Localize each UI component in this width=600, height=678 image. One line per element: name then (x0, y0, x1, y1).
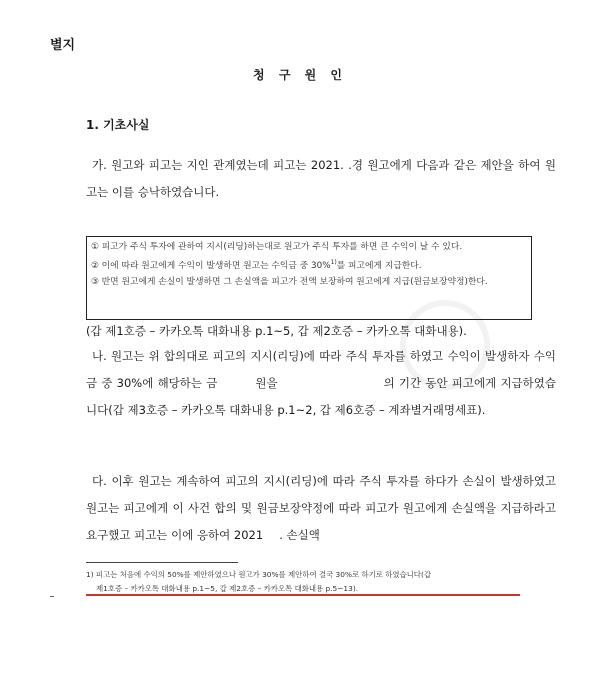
paragraph-da (86, 468, 556, 549)
paragraph-ga: 가. 원고와 피고는 지인 관계였는데 피고는 2021. .경 원고에게 다음과 같은 제안을 하여 원고는 이를 승낙하였습니다. (86, 158, 556, 199)
paragraph-na-part1: 나. 원고는 위 합의대로 피고의 지시(리딩)에 따라 주식 투자를 하였고 수익이 발생하자 수익금 중 30%에 해당하는 금 (86, 349, 556, 390)
agreement-term-1: ① 피고가 주식 투자에 관하여 지시(리딩)하는대로 원고가 주식 투자를 하면 큰 수익이 날 수 있다. (91, 242, 463, 252)
paragraph-na-part3: 의 기간 동안 피고에게 지급하였습니다(갑 제3호증 – 카카오톡 대화내용 p.1~2, 갑 제6호증 – 계좌별거래명세표). (86, 376, 556, 417)
paragraph-da-part2: . 손실액 (279, 528, 320, 542)
paragraph-na-part2: 원을 (255, 376, 278, 390)
footnote-1 (86, 568, 556, 596)
red-underline-mark (86, 594, 520, 596)
agreement-term-2 (91, 255, 527, 274)
section-heading-basic-facts: 1. 기초사실 (86, 118, 150, 132)
citation-exhibit-1-2: (갑 제1호증 – 카카오톡 대화내용 p.1~5, 갑 제2호증 – 카카오톡 대화내용). (86, 324, 467, 338)
agreement-terms-box (86, 236, 532, 320)
margin-mark (50, 596, 54, 597)
footnote-divider (86, 562, 238, 563)
agreement-term-3: ③ 반면 원고에게 손실이 발생하면 그 손실액을 피고가 전액 보장하여 원고에게 지급(원금보장약정)한다. (91, 276, 488, 287)
paragraph-da-part1: 다. 이후 원고는 계속하여 피고의 지시(리딩)에 따라 주식 투자를 하다가 손실이 발생하였고 원고는 피고에게 이 사건 합의 및 원금보장약정에 따라 피고가 원고에게 손실액을 지급하라고 요구했고 피고는 이에 응하여 2021 (86, 474, 556, 542)
document-title: 청 구 원 인 (253, 68, 347, 82)
paragraph-na (86, 343, 556, 424)
agreement-term-2-main: ② 이에 따라 원고에게 수익이 발생하면 원고는 수익금 중 30% (91, 260, 331, 271)
footnote-ref-1: 1) (330, 259, 337, 266)
footnote-line-2: 제1호증 – 카카오톡 대화내용 p.1~5, 갑 제2호증 – 카카오톡 대화내용 p.5~13). (96, 584, 359, 593)
annex-label: 별지 (50, 38, 76, 53)
agreement-term-2-end: 를 피고에게 지급한다. (336, 260, 422, 271)
footnote-line-1: 1) 피고는 처음에 수익의 50%를 제안하였으나 원고가 30%를 제안하여 결국 30%로 하기로 하였습니다(갑 (86, 570, 431, 579)
